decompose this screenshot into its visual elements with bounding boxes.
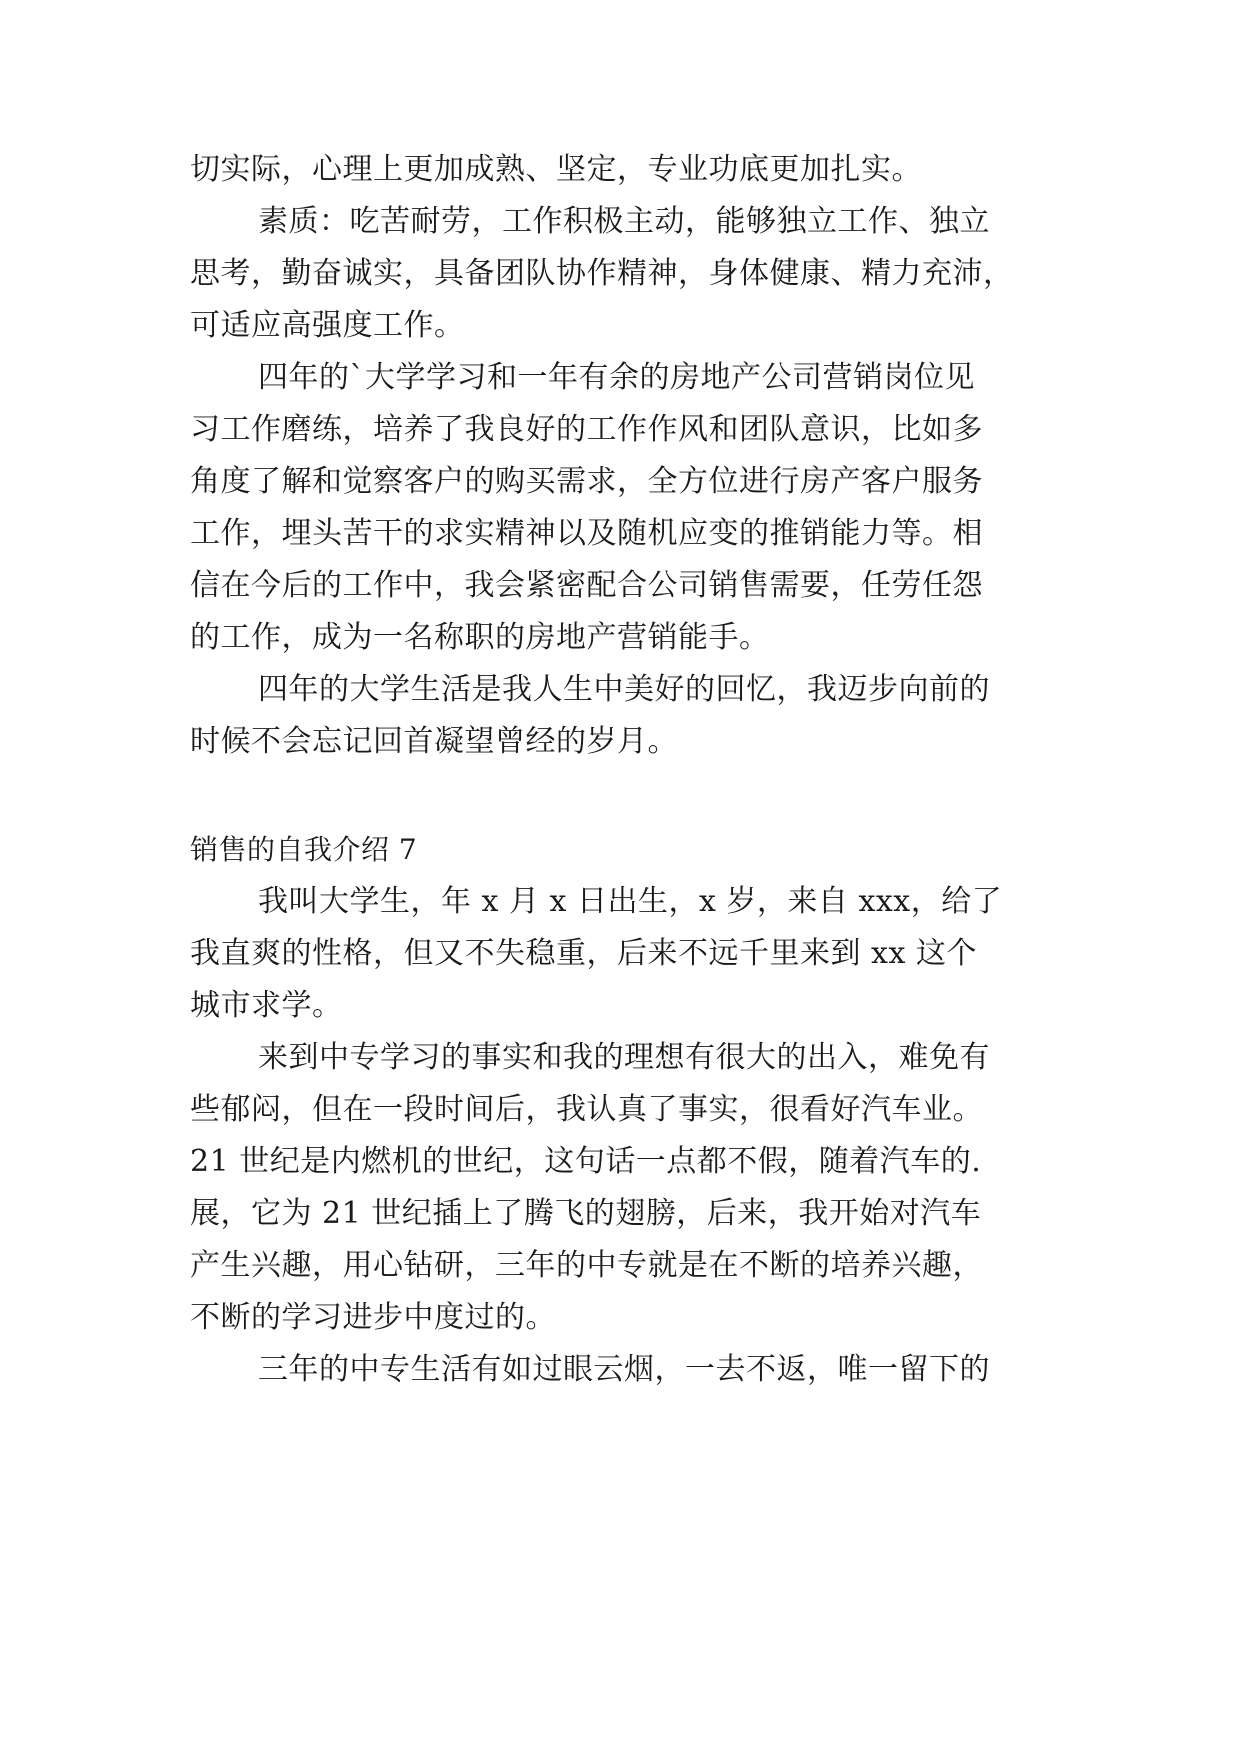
paragraph-start: 来到中专学习的事实和我的理想有很大的出入，难免有 (258, 1040, 990, 1075)
paragraph-start: 我叫大学生，年 x 月 x 日出生，x 岁，来自 xxx，给了 (258, 884, 1003, 919)
section-heading: 销售的自我介绍 7 (190, 833, 418, 866)
text-line: 工作，埋头苦干的求实精神以及随机应变的推销能力等。相 (190, 516, 983, 551)
paragraph-start: 三年的中专生活有如过眼云烟，一去不返，唯一留下的 (258, 1352, 990, 1387)
text-line: 城市求学。 (190, 988, 343, 1023)
text-line: 时候不会忘记回首凝望曾经的岁月。 (190, 724, 678, 759)
text-line: 习工作磨练，培养了我良好的工作作风和团队意识，比如多 (190, 412, 983, 447)
text-line: 可适应高强度工作。 (190, 308, 465, 343)
paragraph-start: 四年的大学生活是我人生中美好的回忆，我迈步向前的 (258, 672, 990, 707)
text-line: 21 世纪是内燃机的世纪，这句话一点都不假，随着汽车的. (190, 1144, 982, 1179)
text-line: 产生兴趣，用心钻研，三年的中专就是在不断的培养兴趣， (190, 1248, 983, 1283)
text-line: 角度了解和觉察客户的购买需求，全方位进行房产客户服务 (190, 464, 983, 499)
text-line: 思考，勤奋诚实，具备团队协作精神，身体健康、精力充沛， (190, 256, 1014, 291)
text-line: 的工作，成为一名称职的房地产营销能手。 (190, 620, 770, 655)
text-line: 我直爽的性格，但又不失稳重，后来不远千里来到 xx 这个 (190, 936, 977, 971)
text-line: 些郁闷，但在一段时间后，我认真了事实，很看好汽车业。 (190, 1092, 983, 1127)
text-line: 信在今后的工作中，我会紧密配合公司销售需要，任劳任怨 (190, 568, 983, 603)
text-line: 展，它为 21 世纪插上了腾飞的翅膀，后来，我开始对汽车 (190, 1196, 982, 1231)
text-line: 不断的学习进步中度过的。 (190, 1300, 556, 1335)
paragraph-start: 四年的`大学学习和一年有余的房地产公司营销岗位见 (258, 360, 975, 395)
text-line: 切实际，心理上更加成熟、坚定，专业功底更加扎实。 (190, 152, 922, 187)
paragraph-start: 素质：吃苦耐劳，工作积极主动，能够独立工作、独立 (258, 204, 990, 239)
